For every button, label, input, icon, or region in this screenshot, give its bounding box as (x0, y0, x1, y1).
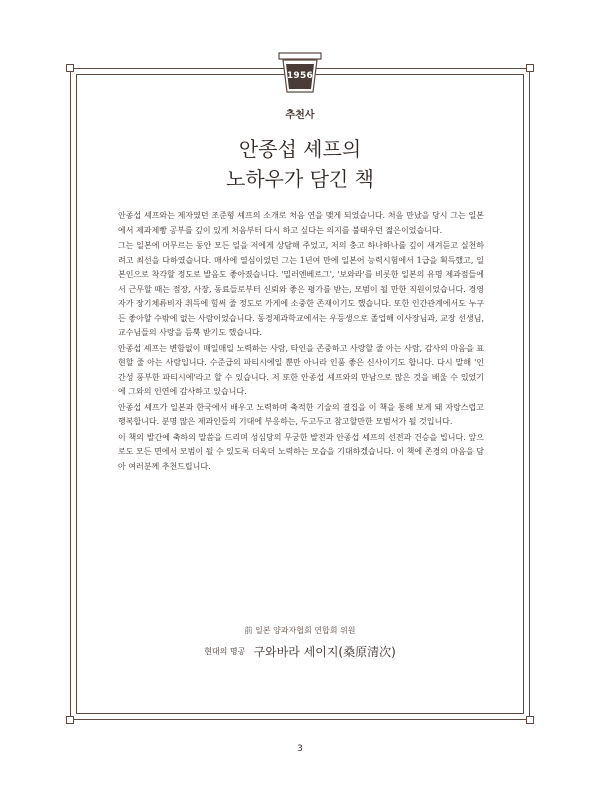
title-line-1: 안종섭 셰프의 (238, 137, 362, 161)
frame-corner-bottom-right (526, 716, 534, 724)
signature-affiliation: 前 일본 양과자협회 연합회 위원 (244, 626, 356, 635)
frame-corner-bottom-left (66, 716, 74, 724)
year-badge (277, 52, 323, 96)
signature-name: 구와바라 세이지(桑原清次) (253, 645, 396, 659)
section-label: 추천사 (285, 110, 315, 121)
frame-corner-top-right (526, 64, 534, 72)
signature-role: 현대의 명공 (204, 647, 246, 656)
badge-year: 1956 (286, 71, 314, 81)
signature (0, 641, 600, 660)
paragraph-2: 그는 일본에 머무르는 동안 모든 일을 저에게 상담해 주었고, 저의 충고 하나하나를 깊이 새겨듣고 실천하려고 최선을 다하였습니다. 매사에 열심이었던 그는 1년여 만에 일본어 능력시험에서 1급을 획득했고, 일본인으로 착각할 정도로 발음도 좋아졌습니다. '밀러엔베르그', '보와라'를 비롯한 일본의 유명 제과점들에서 근무할 때는 점장, 사장, 동료들로부터 신뢰와 좋은 평가를 받는, 모범이 될 만한 직원이었습니다. 경영자가 장기체류비자 취득에 힘써 줄 정도로 가게에 소중한 존재이기도 했습니다. 또한 인간관계에서도 누구든 좋아할 수밖에 없는 사람이었습니다. 동경제과학교에서는 우등생으로 졸업해 이사장님과, 교장 선생님, 교수님들의 사랑을 듬뿍 받기도 했습니다. (118, 241, 484, 337)
paragraph-1: 안종섭 셰프와는 제자였던 조준형 셰프의 소개로 처음 연을 맺게 되었습니다. 처음 만났을 당시 그는 일본에서 제과제빵 공부를 깊이 있게 처음부터 다시 하고 싶다는 의지를 불태우던 젊은이었습니다. (118, 211, 484, 235)
frame-corner-top-left (66, 64, 74, 72)
title-line-2: 노하우가 담긴 책 (226, 167, 374, 191)
paragraph-3: 안종섭 셰프는 변함없이 매일매일 노력하는 사람, 타인을 존중하고 사랑할 줄 아는 사람, 감사의 마음을 표현할 줄 아는 사람입니다. 수준급의 파티시에일 뿐만 아니라 인품 좋은 신사이기도 합니다. 다시 말해 '인간성 풍부한 파티시에'라고 할 수 있습니다. 저 또한 안종섭 셰프와의 만남으로 많은 것을 배울 수 있었기에 그와의 인연에 감사하고 있습니다. (118, 343, 484, 396)
paragraph-4: 안종섭 셰프가 일본과 한국에서 배우고 노력하며 축적한 기술의 결집을 이 책을 통해 보게 돼 자랑스럽고 행복합니다. 분명 많은 제과인들의 기대에 부응하는, 두고두고 참고할만한 모범서가 될 것입니다. (118, 402, 484, 426)
paragraph-5: 이 책의 발간에 축하의 말씀을 드리며 성심당의 무궁한 발전과 안종섭 셰프의 선전과 건승을 빕니다. 앞으로도 모든 면에서 모범이 될 수 있도록 더욱더 노력하는 모습을 기대하겠습니다. 이 책에 존경의 마음을 담아 여러분께 추천드립니다. (118, 432, 484, 471)
page-number: 3 (297, 744, 303, 754)
recommendation-body (118, 209, 484, 475)
page-title (0, 134, 600, 194)
